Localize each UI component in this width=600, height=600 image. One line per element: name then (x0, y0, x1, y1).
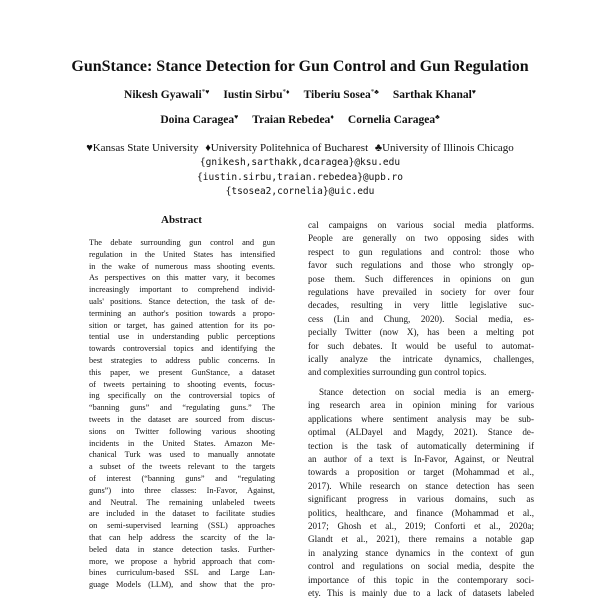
text-line: more, we propose a hybrid approach that com- (89, 556, 275, 566)
affiliation-uic: ♣University of Illinois Chicago (374, 142, 514, 154)
text-line: and complexities surrounding gun control topics. (308, 367, 487, 378)
text-line: of interest (“banning guns” and “regulating (89, 473, 275, 483)
text-line: control and regulations on social media, despite the (308, 561, 534, 572)
text-line: “banning guns” and “regulating guns.” The (89, 403, 275, 413)
text-line: this paper, we present GunStance, a dataset (89, 367, 275, 377)
text-line: significant progress in various domains, such as (308, 494, 534, 505)
author-affiliation-mark: ♥ (471, 88, 476, 96)
text-line: regulation in the United States has intensified (89, 249, 275, 259)
text-line: ing research area in opinion mining for various (308, 400, 534, 411)
text-line: bines curriculum-based SSL and Large Lan- (89, 568, 275, 578)
text-line: Stance detection on social media is an emerg- (319, 386, 534, 397)
text-line: 2017; Ghosh et al., 2019; Conforti et al., 2020a; (308, 520, 534, 531)
text-line: increasingly important to comprehend individ- (89, 285, 275, 295)
text-line: politics, healthcare, and finance (Mohammad et al., (308, 507, 534, 518)
paper-title: GunStance: Stance Detection for Gun Control and Gun Regulation (71, 58, 529, 75)
text-line: respect to gun regulations and control: those who (308, 246, 534, 257)
author-name (252, 114, 334, 126)
text-line: chanical Turk was used to manually annotate (89, 450, 275, 460)
text-line: of tweets pertaining to shooting events, focus- (89, 379, 275, 389)
text-line: Glandt et al., 2021), there remains a notable gap (308, 534, 534, 545)
text-line: ing specifically on the controversial topics of (89, 391, 275, 401)
affiliation-kansas-state: ♥Kansas State University (86, 142, 199, 154)
text-line: 2017). While research on stance detection has seen (308, 480, 534, 491)
text-line: sition or target, has gained attention for its po- (89, 320, 275, 330)
text-line: in analyzing stance dynamics in the context of gun (308, 547, 534, 558)
author-affiliation-mark: ♦ (330, 113, 334, 121)
text-line: As perspectives on this matter vary, it becomes (89, 273, 275, 283)
text-line: uals' positions. Stance detection, the task of de- (89, 296, 275, 306)
text-line: guns”) into three classes: In-Favor, Against, (89, 485, 275, 495)
abstract-heading: Abstract (161, 214, 202, 226)
text-line: ety. This is mainly due to a lack of datasets labeled (308, 587, 534, 598)
text-line: on semi-supervised learning (SSL) approaches (89, 521, 275, 531)
text-line: cess (Lin and Chung, 2020). Social media, es- (308, 313, 534, 324)
author-affiliation-mark: ♣ (435, 113, 440, 121)
author-row-1 (0, 85, 600, 102)
text-line: cal campaigns on various social media platforms. (308, 220, 534, 230)
author-affiliation-mark: *♣ (370, 88, 379, 96)
text-line: an author of a text is In-Favor, Against, or Neutral (308, 453, 534, 464)
email-upb[interactable]: {iustin.sirbu,traian.rebedea}@upb.ro (197, 171, 403, 183)
text-line: sions on Twitter following various shooting (89, 426, 275, 436)
author-name-text: Traian Rebedea (252, 114, 331, 126)
author-emails (0, 156, 600, 200)
text-line: towards controversial topics and identifying the (89, 344, 275, 354)
author-name-text: Sarthak Khanal (392, 89, 472, 101)
text-line: tweets in the dataset are sourced from discus- (89, 414, 275, 424)
text-line: towards a proposition or target (Mohammad et al., (308, 467, 534, 478)
text-line: regulations have prevailed in society for over four (308, 287, 534, 298)
text-line: best strategies to address public concerns. In (89, 355, 275, 365)
intro-paragraph-2 (308, 386, 534, 600)
author-name (124, 89, 209, 101)
text-line: optimal (ALDayel and Magdy, 2021). Stance de- (308, 427, 534, 438)
introduction-column (308, 219, 534, 600)
text-line: decades, resulting in very little legislative suc- (308, 300, 534, 311)
text-line: that can help address the scarcity of the la- (89, 532, 275, 542)
text-line: and Neutral. The remaining unlabeled tweets (89, 497, 275, 507)
text-line: The debate surrounding gun control and gun (89, 238, 275, 247)
text-line: importance of this topic in the contemporary soci- (308, 574, 534, 585)
text-line: tection is the task of automatically determining if (308, 440, 534, 451)
author-row-2 (0, 110, 600, 127)
affiliation-upb: ♦University Politehnica of Bucharest (205, 142, 369, 154)
text-line: guage Models (LLM), and show that the pro- (89, 580, 275, 590)
affiliations (0, 141, 600, 155)
text-line: ically analyze the intricate dynamics, challenges, (308, 354, 534, 365)
text-line: termining an author's position towards a propo- (89, 308, 275, 318)
author-name-text: Doina Caragea (160, 114, 235, 126)
text-line: favor such regulations and those who strongly op- (308, 260, 534, 271)
text-line: People are generally on two opposing sides with (308, 233, 534, 244)
author-affiliation-mark: *♦ (282, 88, 290, 96)
author-name (160, 114, 238, 126)
author-name-text: Cornelia Caragea (347, 114, 436, 126)
author-name (304, 89, 379, 101)
author-affiliation-mark: ♥ (234, 113, 239, 121)
text-line: in the wake of numerous mass shooting events. (89, 261, 275, 271)
text-line: for such debates. It would be useful to automat- (308, 340, 534, 351)
intro-paragraph-1 (308, 219, 534, 380)
author-name-text: Nikesh Gyawali (124, 89, 202, 101)
text-line: are included in the dataset to facilitate studies (89, 509, 275, 519)
email-uic[interactable]: {tsosea2,cornelia}@uic.edu (225, 186, 375, 197)
email-ksu[interactable]: {gnikesh,sarthakk,dcaragea}@ksu.edu (199, 157, 401, 168)
author-affiliation-mark: *♥ (201, 88, 210, 96)
text-line: incidents in the United States. Amazon Me- (89, 438, 275, 448)
text-line: beled data in stance detection tasks. Further- (89, 544, 275, 554)
text-line: pose them. Such differences in opinions on gun (308, 273, 534, 284)
author-name-text: Iustin Sirbu (223, 89, 283, 101)
author-name-text: Tiberiu Sosea (303, 89, 371, 101)
text-line: applications where sentiment analysis may be sub- (308, 413, 534, 424)
text-line: pecially Twitter (now X), has been a melting pot (308, 327, 534, 338)
abstract-body (89, 237, 275, 591)
author-name (348, 114, 440, 126)
text-line: tential use in understanding public perceptions (89, 332, 275, 342)
text-line: a subset of the tweets relevant to the targets (89, 462, 275, 472)
author-name (393, 89, 476, 101)
author-name (223, 89, 289, 101)
